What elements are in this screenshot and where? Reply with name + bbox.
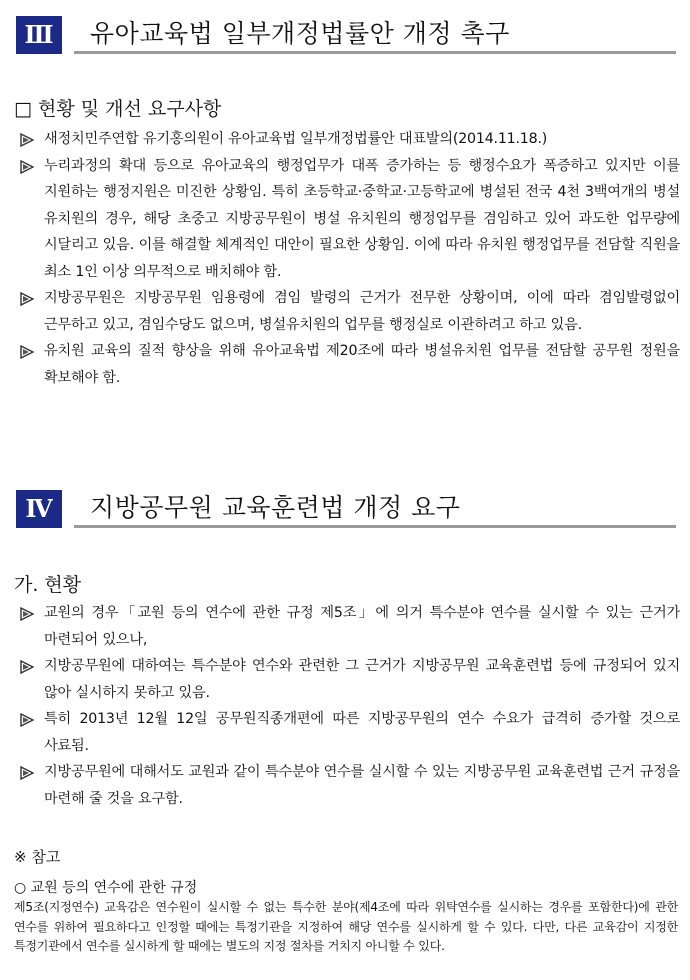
arrow-bullet-icon [20,345,34,359]
section-4-heading: 가. 현황 [14,574,82,596]
arrow-bullet-icon [20,766,34,780]
section-3-bullets [18,126,680,391]
arrow-bullet-icon [20,713,34,727]
note-body: 제5조(지정연수) 교육감은 연수원이 실시할 수 없는 특수한 분야(제4조에 따라 위탁연수를 실시하는 경우를 포함한다)에 관한 연수를 위하여 필요하다고 인정할 때에는 특정기관을 지정하여 해당 연수를 실시하게 할 수 있다. 다만, 다른 교육감이 지정한 특정기관에서 연수를 실시하게 할 때에는 별도의 지정 절차를 거치지 아니할 수 있다. [14,900,678,953]
list-item: 누리과정의 확대 등으로 유아교육의 행정업무가 대폭 증가하는 등 행정수요가 폭증하고 있지만 이를 지원하는 행정지원은 미진한 상황임. 특히 초등학교·중학교·고등학교에 병설된 전국 4천 3백여개의 병설 유치원의 경우, 해당 초중고 지방공무원이 병설 유치원의 행정업무를 겸임하고 있어 과도한 업무량에 시달리고 있음. 이를 해결할 체계적인 대안이 필요한 상황임. 이에 따라 유치원 행정업무를 전담할 직원을 최소 1인 이상 의무적으로 배치해야 함. [18,153,680,286]
section-3-number: Ⅲ [16,16,62,54]
section-4-divider [74,525,676,528]
list-item: 지방공무원에 대해서도 교원과 같이 특수분야 연수를 실시할 수 있는 지방공무원 교육훈련법 근거 규정을 마련해 줄 것을 요구함. [18,759,680,812]
note-title: ※ 참고 [14,848,61,866]
arrow-bullet-icon [20,607,34,621]
section-3-header [16,16,676,54]
section-4-bullets [18,600,680,812]
section-3-divider [74,51,676,54]
list-item: 지방공무원은 지방공무원 임용령에 겸임 발령의 근거가 전무한 상황이며, 이에 따라 겸임발령없이 근무하고 있고, 겸임수당도 없으며, 병설유치원의 업무를 행정실로 이관하려고 하고 있음. [18,285,680,338]
list-item: 새정치민주연합 유기홍의원이 유아교육법 일부개정법률안 대표발의(2014.11.18.) [18,126,680,153]
list-item: 지방공무원에 대하여는 특수분야 연수와 관련한 그 근거가 지방공무원 교육훈련법 등에 규정되어 있지 않아 실시하지 못하고 있음. [18,653,680,706]
reference-note [14,846,197,897]
arrow-bullet-icon [20,160,34,174]
arrow-bullet-icon [20,133,34,147]
section-3-heading: □ 현황 및 개선 요구사항 [14,98,222,120]
list-item: 유치원 교육의 질적 향상을 위해 유아교육법 제20조에 따라 병설유치원 업무를 전담할 공무원 정원을 확보해야 함. [18,338,680,391]
arrow-bullet-icon [20,292,34,306]
section-4-title: 지방공무원 교육훈련법 개정 요구 [90,493,461,522]
arrow-bullet-icon [20,660,34,674]
section-4-number: Ⅳ [16,490,62,528]
list-item: 특히 2013년 12월 12일 공무원직종개편에 따른 지방공무원의 연수 수요가 급격히 증가할 것으로 사료됨. [18,706,680,759]
note-subtitle: ○ 교원 등의 연수에 관한 규정 [14,880,198,896]
section-4-header [16,490,676,528]
section-3-title: 유아교육법 일부개정법률안 개정 촉구 [90,19,510,48]
list-item: 교원의 경우「교원 등의 연수에 관한 규정 제5조」에 의거 특수분야 연수를 실시할 수 있는 근거가 마련되어 있으나, [18,600,680,653]
